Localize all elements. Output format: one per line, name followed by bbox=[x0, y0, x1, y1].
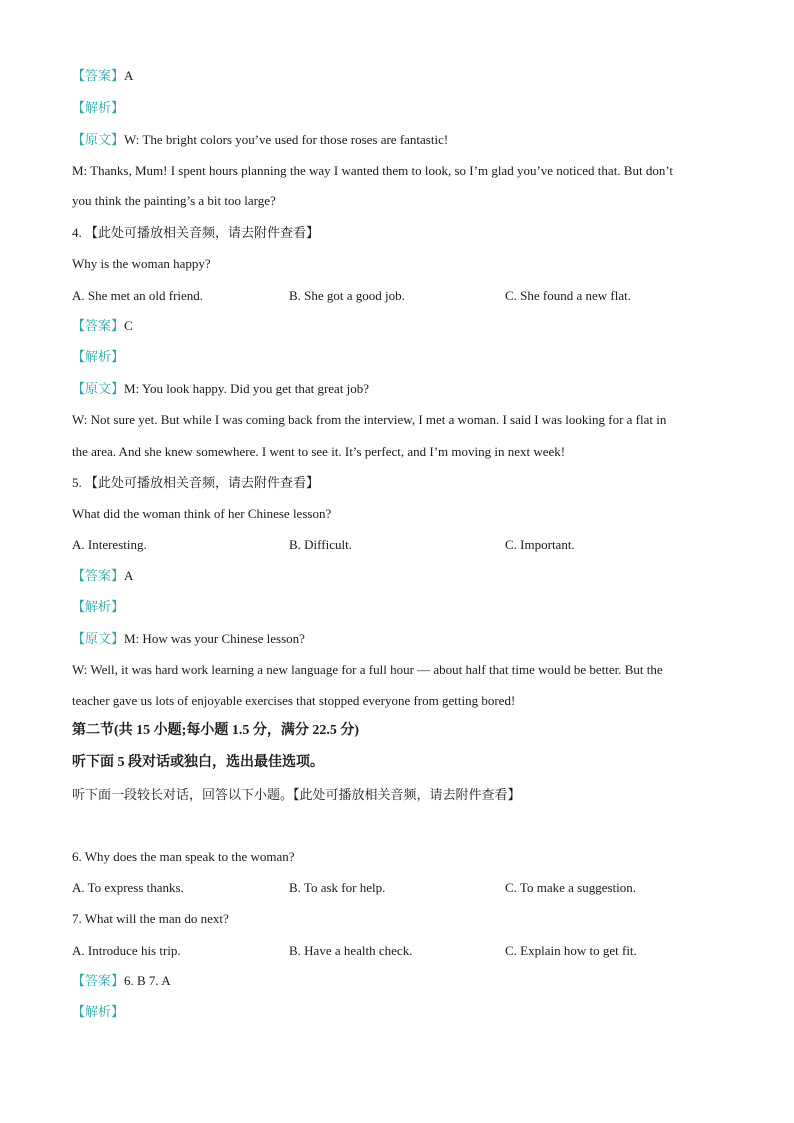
original-tag: 【原文】 bbox=[72, 381, 125, 396]
q4-option-a: A. She met an old friend. bbox=[72, 288, 204, 303]
q4-header: 4. 【此处可播放相关音频，请去附件查看】 bbox=[72, 225, 320, 240]
q5-original-line-2: W: Well, it was hard work learning a new language for a full hour — about half that time would be better. But the bbox=[72, 662, 663, 677]
q7-option-c: C. Explain how to get fit. bbox=[505, 943, 637, 958]
q5-header: 5. 【此处可播放相关音频，请去附件查看】 bbox=[72, 475, 320, 490]
answer-tag: 【答案】 bbox=[72, 568, 125, 583]
q5-option-c: C. Important. bbox=[505, 537, 575, 552]
analysis-tag: 【解析】 bbox=[72, 599, 125, 614]
q5-answer-line bbox=[72, 568, 133, 584]
answer-tag: 【答案】 bbox=[72, 973, 125, 988]
section-2-instruction: 听下面 5 段对话或独白，选出最佳选项。 bbox=[72, 755, 324, 770]
original-text: M: How was your Chinese lesson? bbox=[124, 631, 305, 646]
answer-value: C bbox=[124, 318, 133, 333]
dialog-intro: 听下面一段较长对话，回答以下小题。【此处可播放相关音频，请去附件查看】 bbox=[72, 787, 521, 802]
q6-question: 6. Why does the man speak to the woman? bbox=[72, 849, 295, 864]
q4-answer-line bbox=[72, 318, 133, 334]
q7-option-b: B. Have a health check. bbox=[289, 943, 413, 958]
answer-value: A bbox=[124, 68, 134, 83]
answer-value: A bbox=[124, 568, 134, 583]
q6-option-a: A. To express thanks. bbox=[72, 880, 184, 895]
q3-answer-line bbox=[72, 68, 133, 84]
q4-original-line-3: the area. And she knew somewhere. I went to see it. It’s perfect, and I’m moving in next week! bbox=[72, 444, 566, 459]
original-text: M: You look happy. Did you get that great job? bbox=[124, 381, 370, 396]
q5-option-b: B. Difficult. bbox=[289, 537, 352, 552]
q4-original-line-2: W: Not sure yet. But while I was coming back from the interview, I met a woman. I said I was looking for a flat in bbox=[72, 412, 667, 427]
q6-option-c: C. To make a suggestion. bbox=[505, 880, 637, 895]
q4-option-b: B. She got a good job. bbox=[289, 288, 405, 303]
q5-original-line-3: teacher gave us lots of enjoyable exercises that stopped everyone from getting bored! bbox=[72, 693, 516, 708]
q7-question: 7. What will the man do next? bbox=[72, 911, 229, 926]
q5-option-a: A. Interesting. bbox=[72, 537, 147, 552]
q4-question: Why is the woman happy? bbox=[72, 256, 211, 271]
analysis-tag: 【解析】 bbox=[72, 349, 125, 364]
q5-original-line-1 bbox=[72, 631, 305, 647]
q4-original-line-1 bbox=[72, 381, 369, 397]
original-text: W: The bright colors you’ve used for those roses are fantastic! bbox=[124, 132, 449, 147]
answer-tag: 【答案】 bbox=[72, 318, 125, 333]
q5-question: What did the woman think of her Chinese lesson? bbox=[72, 506, 332, 521]
q3-original-line-3: you think the painting’s a bit too large? bbox=[72, 193, 276, 208]
original-tag: 【原文】 bbox=[72, 631, 125, 646]
q3-original-line-1 bbox=[72, 132, 448, 148]
q6-option-b: B. To ask for help. bbox=[289, 880, 386, 895]
section-2-title: 第二节(共 15 小题;每小题 1.5 分，满分 22.5 分) bbox=[72, 723, 359, 738]
q3-original-line-2: M: Thanks, Mum! I spent hours planning the way I wanted them to look, so I’m glad you’ve noticed that. But don’t bbox=[72, 163, 674, 178]
q7-option-a: A. Introduce his trip. bbox=[72, 943, 181, 958]
answer-tag: 【答案】 bbox=[72, 68, 125, 83]
original-tag: 【原文】 bbox=[72, 132, 125, 147]
q67-answer-line bbox=[72, 973, 171, 989]
q4-option-c: C. She found a new flat. bbox=[505, 288, 632, 303]
analysis-tag: 【解析】 bbox=[72, 100, 125, 115]
answer-value: 6. B 7. A bbox=[124, 973, 171, 988]
analysis-tag: 【解析】 bbox=[72, 1004, 125, 1019]
